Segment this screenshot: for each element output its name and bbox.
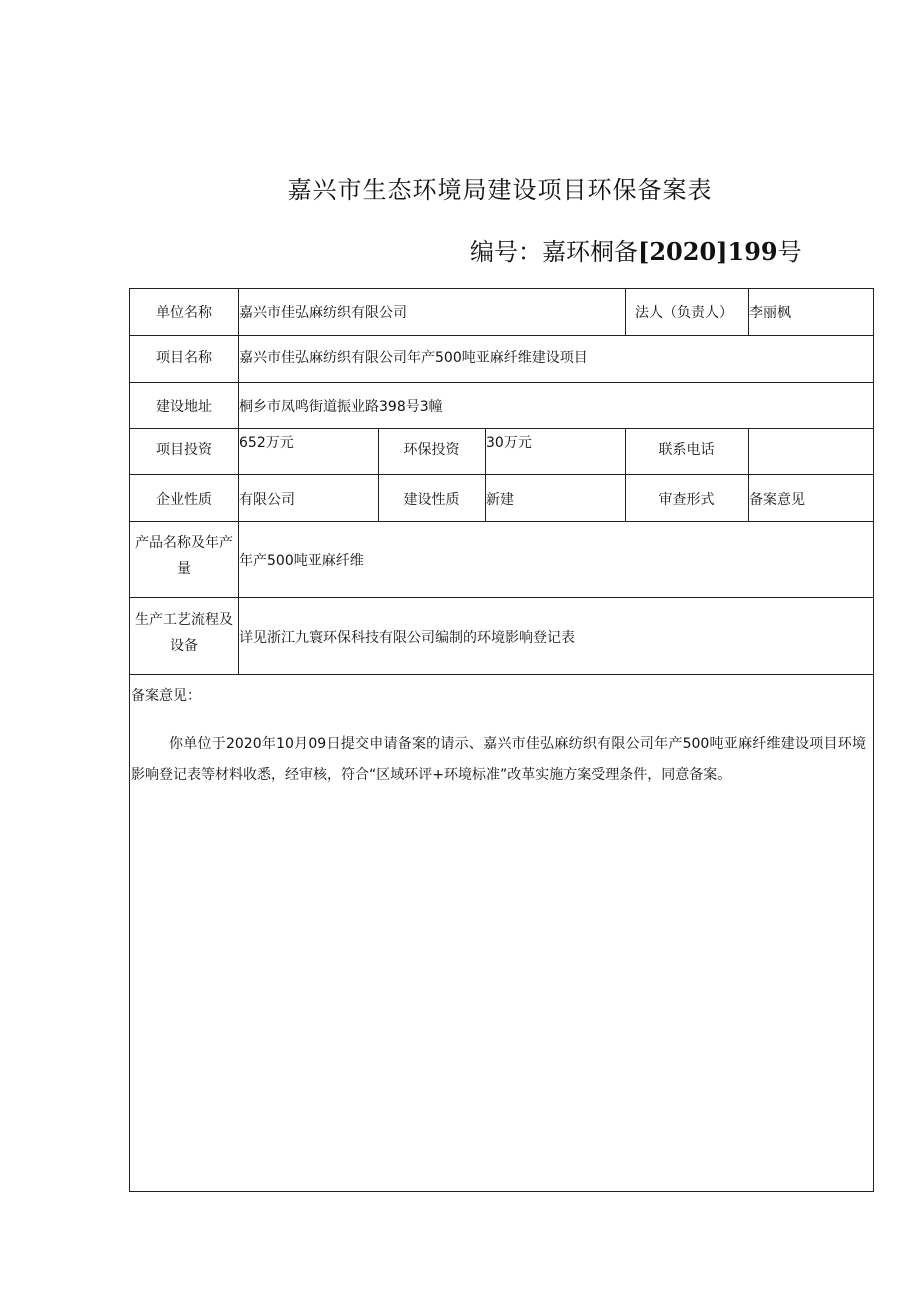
product-label: 产品名称及年产量: [135, 535, 233, 577]
document-number: [470, 232, 802, 267]
filing-form-table: [129, 288, 874, 1192]
row-divider: [130, 521, 873, 522]
legal-person-label: 法人（负责人）: [635, 305, 733, 321]
doc-no-prefix: 编号：嘉环桐备: [470, 238, 638, 266]
unit-name-label: 单位名称: [156, 305, 212, 321]
col-divider: [238, 289, 239, 674]
opinion-body: 你单位于2020年10月09日提交申请备案的请示、嘉兴市佳弘麻纺织有限公司年产500吨亚麻纤维建设项目环境影响登记表等材料收悉，经审核，符合“区域环评+环境标准”改革实施方案受理条件，同意备案。: [131, 736, 866, 783]
env-investment-label: 环保投资: [403, 442, 460, 458]
address-label: 建设地址: [156, 399, 212, 415]
row-divider: [130, 382, 873, 383]
process-value: 详见浙江九寰环保科技有限公司编制的环境影响登记表: [239, 630, 575, 646]
col-divider: [625, 289, 626, 335]
doc-no-number: [2020]199: [638, 237, 778, 266]
opinion-heading: 备案意见：: [131, 688, 201, 704]
row-divider: [130, 335, 873, 336]
row-divider: [130, 674, 873, 675]
address-value: 桐乡市凤鸣街道振业路398号3幢: [239, 399, 443, 415]
env-investment-value: 30万元: [486, 435, 532, 451]
construction-type-value: 新建: [486, 492, 514, 508]
review-form-value: 备案意见: [749, 492, 805, 508]
unit-name-value: 嘉兴市佳弘麻纺织有限公司: [239, 305, 407, 321]
phone-label: 联系电话: [658, 442, 715, 458]
product-value: 年产500吨亚麻纤维: [239, 553, 364, 569]
construction-type-label: 建设性质: [403, 492, 460, 508]
legal-person-value: 李丽枫: [749, 305, 791, 321]
page-title: 嘉兴市生态环境局建设项目环保备案表: [287, 176, 713, 204]
investment-value: 652万元: [239, 435, 294, 451]
project-name-label: 项目名称: [156, 350, 212, 366]
row-divider: [130, 474, 873, 475]
row-divider: [130, 597, 873, 598]
enterprise-type-value: 有限公司: [239, 492, 295, 508]
row-divider: [130, 428, 873, 429]
process-label: 生产工艺流程及设备: [135, 612, 233, 654]
review-form-label: 审查形式: [658, 492, 715, 508]
project-name-value: 嘉兴市佳弘麻纺织有限公司年产500吨亚麻纤维建设项目: [239, 350, 588, 366]
enterprise-type-label: 企业性质: [156, 492, 212, 508]
investment-label: 项目投资: [156, 442, 212, 458]
doc-no-suffix: 号: [777, 238, 802, 266]
